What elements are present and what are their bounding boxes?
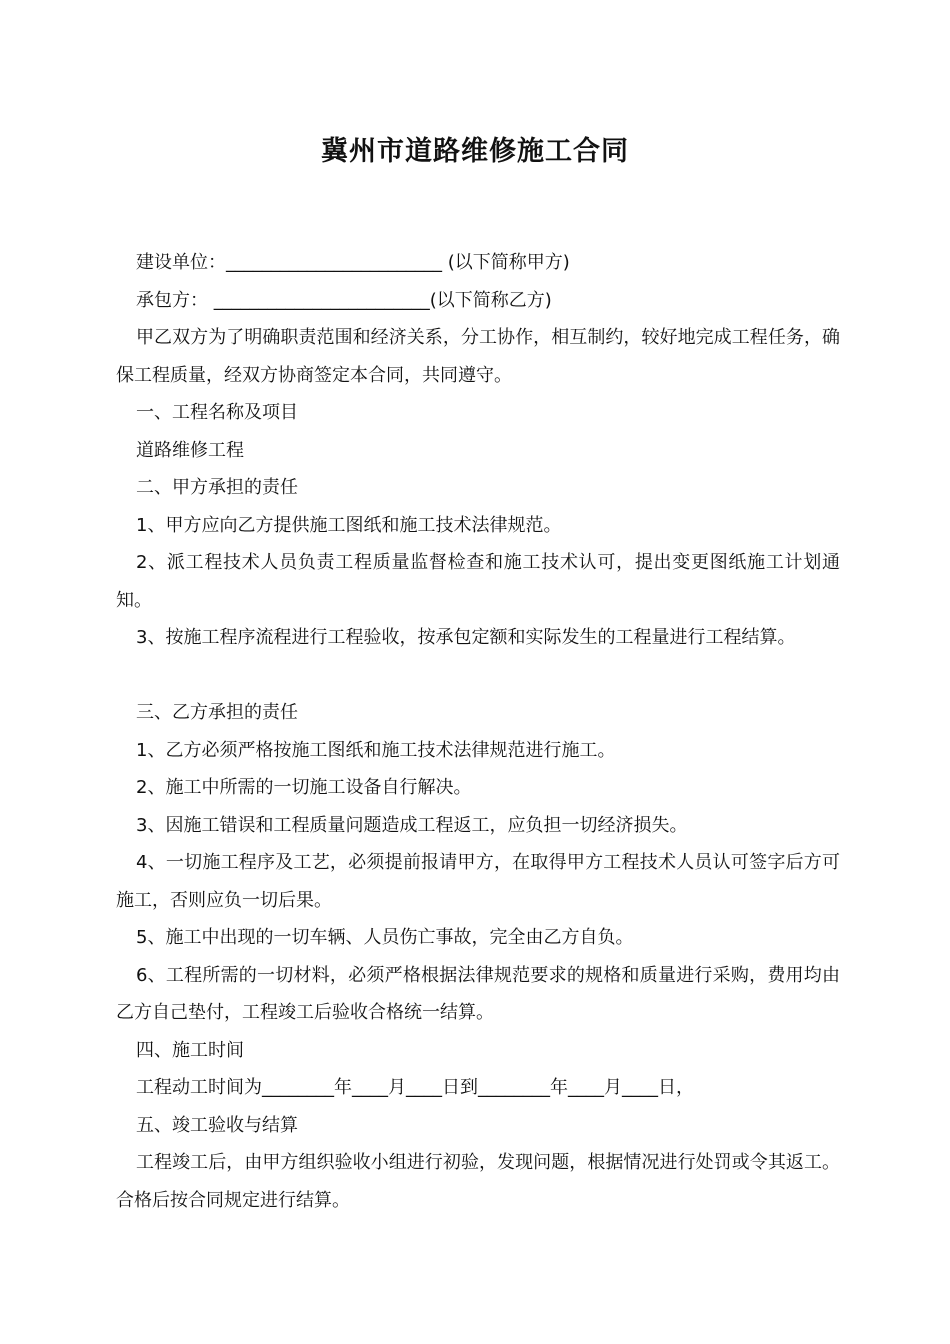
section-heading: 三、乙方承担的责任 [136, 702, 298, 723]
party-a-line [116, 244, 840, 282]
section-content: 道路维修工程 [136, 439, 244, 461]
section-heading: 四、施工时间 [136, 1039, 244, 1061]
contract-body [116, 244, 840, 1219]
clause-item: 2、施工中所需的一切施工设备自行解决。 [136, 777, 472, 798]
page-title: 冀州市道路维修施工合同 [321, 136, 629, 167]
clause-item: 1、乙方必须严格按施工图纸和施工技术法律规范进行施工。 [136, 739, 616, 761]
party-a-label: 建设单位： [136, 252, 226, 273]
clause-item: 3、因施工错误和工程质量问题造成工程返工，应负担一切经济损失。 [136, 814, 688, 836]
party-b-suffix: (以下简称乙方) [429, 289, 552, 311]
clause-item: 2、派工程技术人员负责工程质量监督检查和施工技术认可，提出变更图纸施工计划通知。 [116, 552, 840, 611]
section-content: 工程动工时间为________年____月____日到________年____月____日， [136, 1077, 694, 1098]
clause-item: 3、按施工程序流程进行工程验收，按承包定额和实际发生的工程量进行工程结算。 [136, 627, 796, 648]
section-heading: 二、甲方承担的责任 [136, 477, 298, 498]
clause-item: 4、一切施工程序及工艺，必须提前报请甲方，在取得甲方工程技术人员认可签字后方可施工，否则应负一切后果。 [116, 852, 840, 911]
clause-item: 1、甲方应向乙方提供施工图纸和施工技术法律规范。 [136, 514, 562, 536]
party-b-blank: ________________________ [208, 289, 430, 311]
party-a-suffix: (以下简称甲方) [442, 252, 570, 273]
clause-item: 5、施工中出现的一切车辆、人员伤亡事故，完全由乙方自负。 [136, 927, 634, 948]
section-heading: 五、竣工验收与结算 [136, 1114, 298, 1136]
clause-item: 6、工程所需的一切材料，必须严格根据法律规范要求的规格和质量进行采购，费用均由乙方自己垫付，工程竣工后验收合格统一结算。 [116, 964, 840, 1023]
spacer [116, 657, 840, 695]
preamble-paragraph: 甲乙双方为了明确职责范围和经济关系，分工协作，相互制约，较好地完成工程任务，确保工程质量，经双方协商签定本合同，共同遵守。 [116, 327, 840, 386]
party-b-line [116, 282, 840, 320]
section-heading: 一、工程名称及项目 [136, 402, 298, 423]
party-a-blank: ________________________ [226, 252, 442, 273]
section-content: 工程竣工后，由甲方组织验收小组进行初验，发现问题，根据情况进行处罚或令其返工。合格后按合同规定进行结算。 [116, 1152, 840, 1211]
party-b-label: 承包方： [136, 289, 208, 311]
